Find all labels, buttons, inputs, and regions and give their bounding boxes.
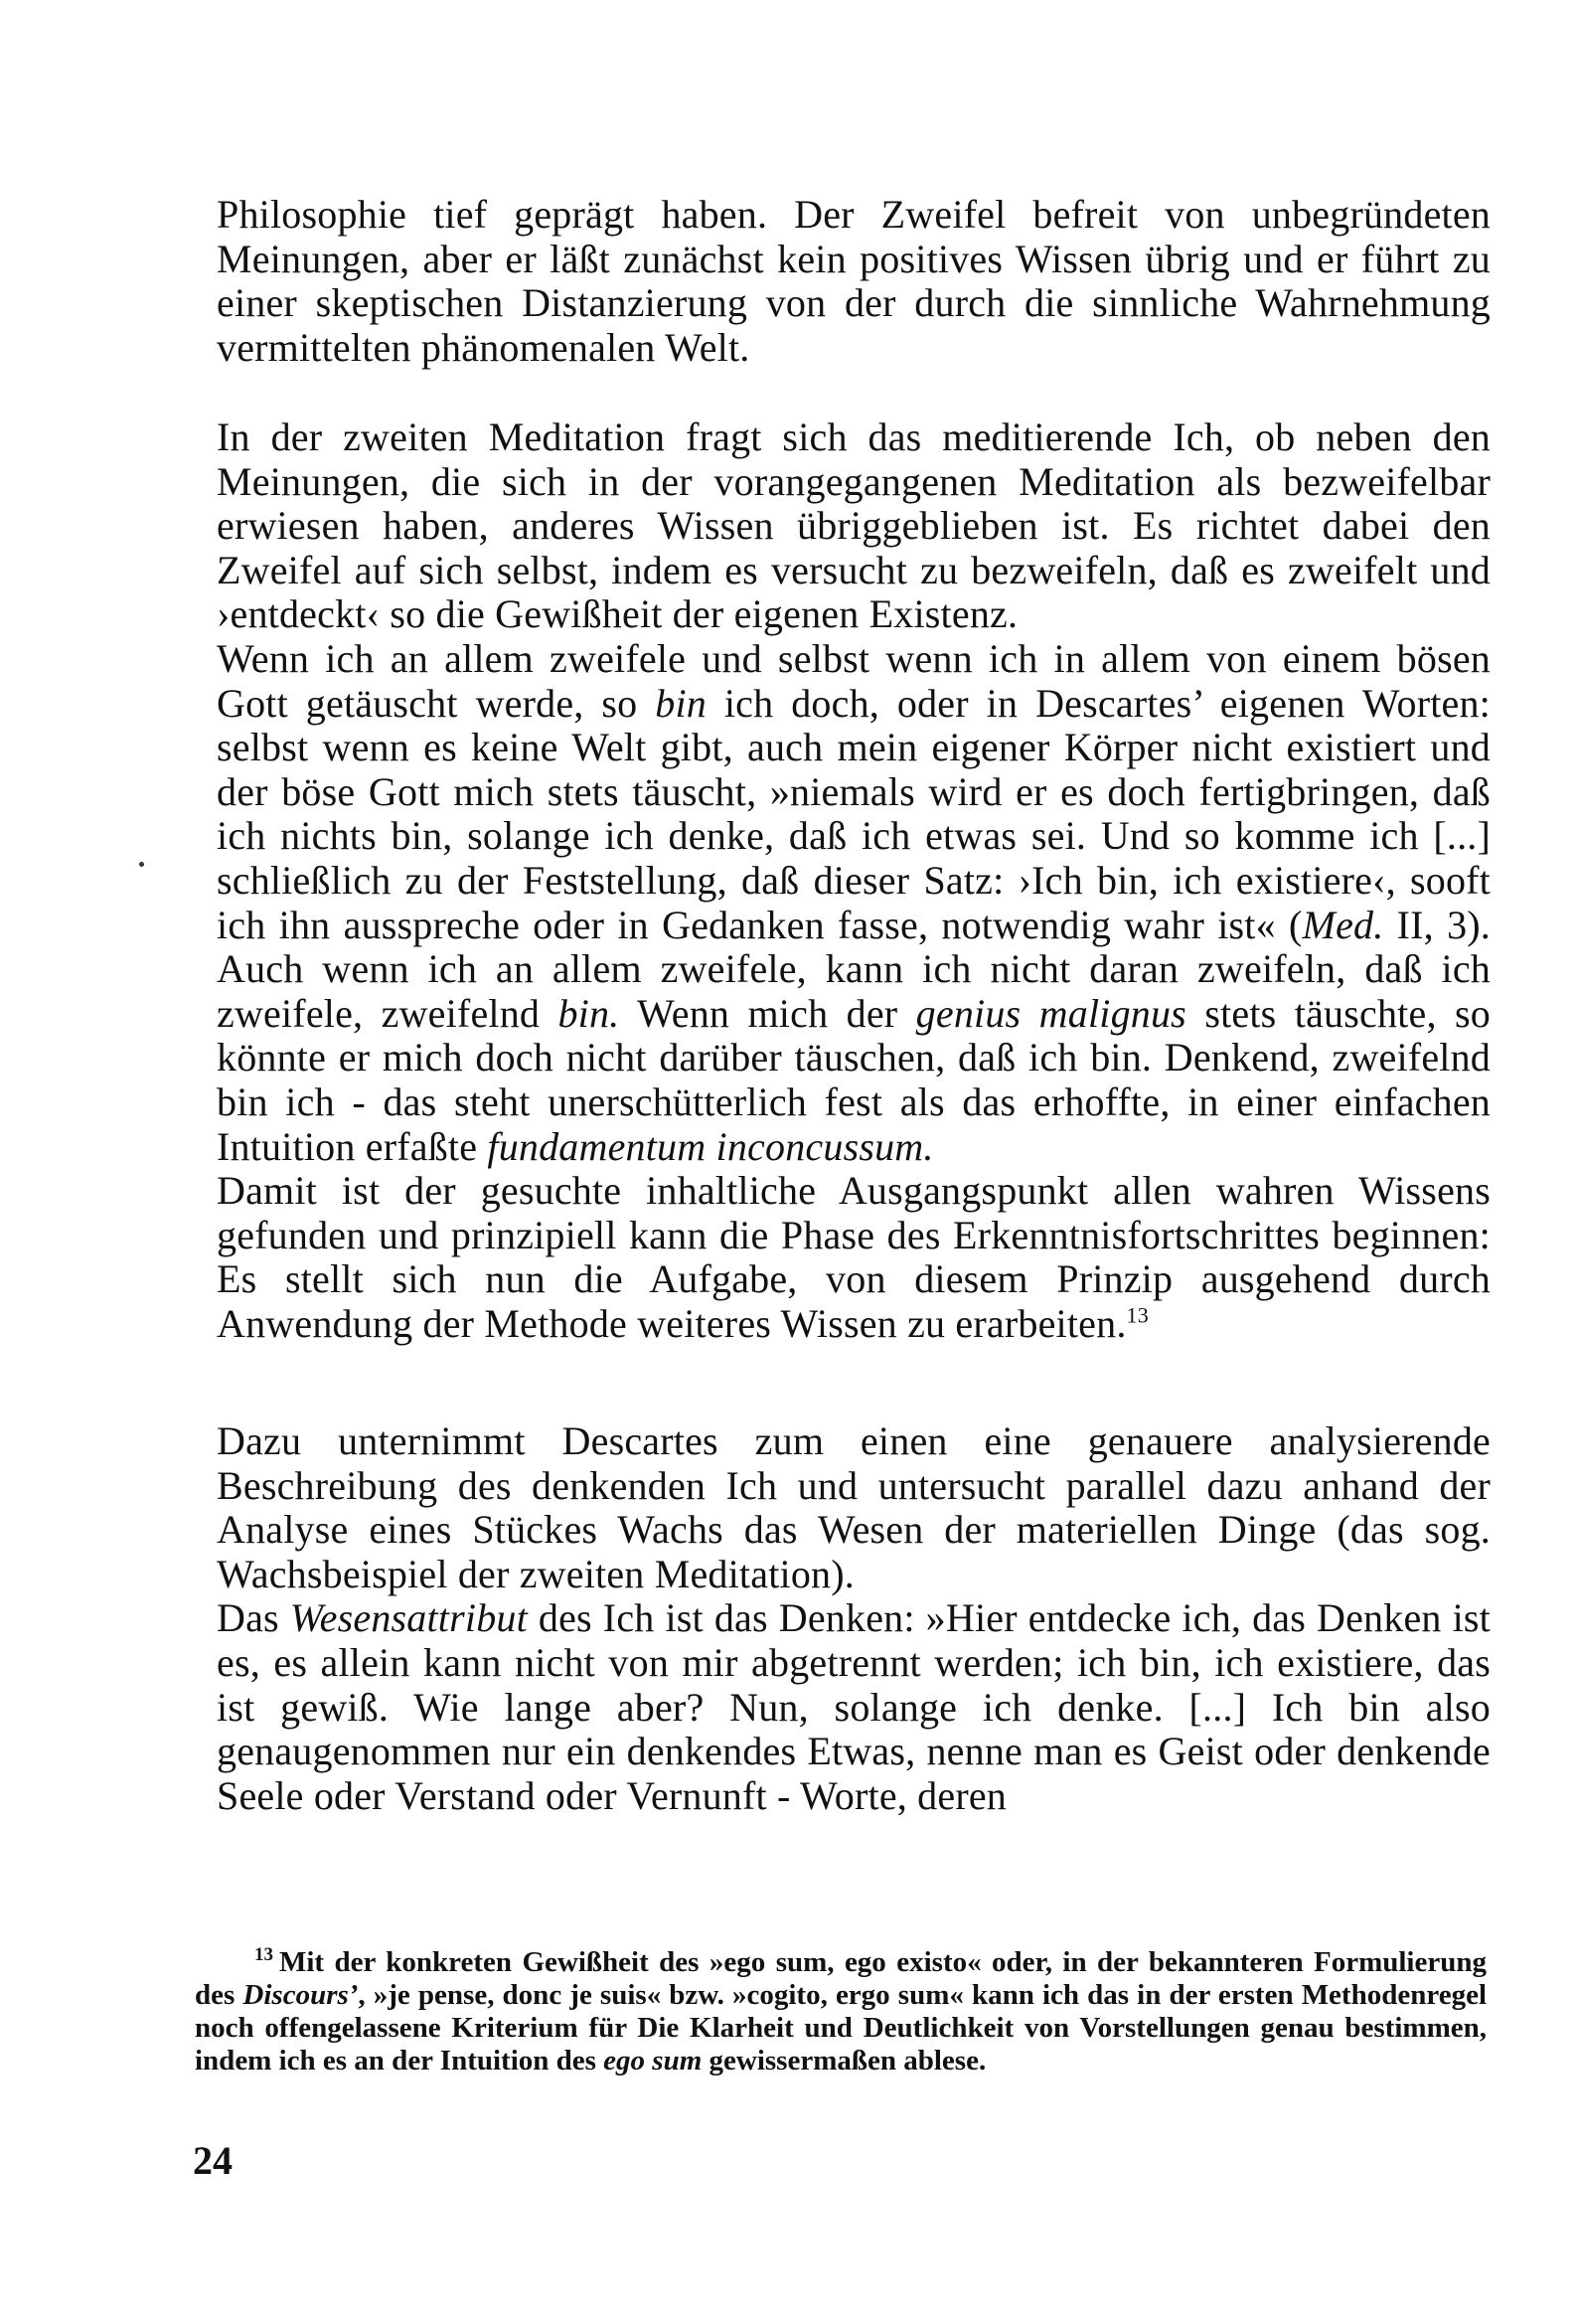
term-ego-sum: ego sum (603, 2045, 703, 2076)
term-wesensattribut: Wesensattribut (289, 1595, 528, 1641)
term-discours: Discours’ (242, 1979, 359, 2011)
footnote: $^{13}$ Mit der konkreten Gewißheit des »ego sum, ego existo« oder, in der bekannteren Formulierung des Discours’, »je pense, donc je suis« bzw. »cogito, ergo sum« kann ich das in der ersten Methodenregel noch offengelassene Kriterium für Die Klarheit und Deutlichkeit von Vorstellungen genau bestimmen, indem ich es an der Intuition des ego sum gewissermaßen ablese. (195, 1944, 1487, 2076)
paragraph-sentence-wax: Dazu unternimmt Descartes zum einen eine genauere analysierende Beschreibung des denkenden Ich und untersucht parallel dazu anhand der Analyse eines Stückes Wachs das Wesen der materiellen Dinge (das sog. Wachsbeispiel der zweiten Meditation). (217, 1418, 1491, 1596)
paragraph-sentence-thinking: Das Wesensattribut des Ich ist das Denken: »Hier entdecke ich, das Denken ist es, es allein kann nicht von mir abgetrennt werden; ich bin, ich existiere, das ist gewiß. Wie lange aber? Nun, solange ich denke. [...] Ich bin also genaugenommen nur ein denkendes Etwas, nenne man es Geist oder denkende Seele oder Verstand oder Vernunft - Worte, deren (217, 1595, 1491, 1818)
scan-artifact (139, 862, 144, 867)
paragraph-wax-example (217, 1419, 1491, 1818)
term-genius-malignus: genius malignus (915, 990, 1186, 1036)
paragraph-sentence-doubt: In der zweiten Meditation fragt sich das meditierende Ich, ob neben den Meinungen, die sich in der vorangegangenen Meditation als bezweifelbar erwiesen haben, anderes Wissen übriggeblieben ist. Es richtet dabei den Zweifel auf sich selbst, indem es versucht zu bezweifeln, daß es zweifelt und ›entdeckt‹ so die Gewißheit der eigenen Existenz. (217, 415, 1491, 637)
paragraph-second-meditation (217, 415, 1491, 1346)
footnote-marker: 13 (254, 1944, 273, 1966)
page-number: 24 (193, 2138, 233, 2183)
emphasis-bin: bin (655, 680, 707, 726)
paragraph-sentence-starting-point: Damit ist der gesuchte inhaltliche Ausgangspunkt allen wahren Wissens gefunden und prinzipiell kann die Phase des Erkenntnisfortschrittes beginnen: Es stellt sich nun die Aufgabe, von diesem Prinzip ausgehend durch Anwendung der Methode weiteres Wissen zu erarbeiten.$^{13}$ (217, 1168, 1491, 1346)
paragraph-text: Philosophie tief geprägt haben. Der Zweifel befreit von unbegründeten Meinungen, aber er läßt zunächst kein positives Wissen übrig und er führt zu einer skeptischen Distanzierung von der durch die sinnliche Wahrnehmung vermittelten phänomenalen Welt. (217, 192, 1491, 370)
emphasis-bin-2: bin. (557, 990, 620, 1036)
paragraph-sentence-cogito: Wenn ich an allem zweifele und selbst wenn ich in allem von einem bösen Gott getäuscht werde, so bin ich doch, oder in Descartes’ eigenen Worten: selbst wenn es keine Welt gibt, auch mein eigener Körper nicht existiert und der böse Gott mich stets täuscht, »niemals wird er es doch fertigbringen, daß ich nichts bin, solange ich denke, daß ich etwas sei. Und so komme ich [...] schließlich zu der Feststellung, daß dieser Satz: ›Ich bin, ich existiere‹, sooft ich ihn ausspreche oder in Gedanken fasse, notwendig wahr ist« (Med. II, 3). Auch wenn ich an allem zweifele, kann ich nicht daran zweifeln, daß ich zweifele, zweifelnd bin. Wenn mich der genius malignus stets täuschte, so könnte er mich doch nicht darüber täuschen, daß ich bin. Denkend, zweifelnd bin ich - das steht unerschütterlich fest als das erhoffte, in einer einfachen Intuition erfaßte fundamentum inconcussum. (217, 635, 1491, 1169)
paragraph-continued (217, 193, 1491, 370)
footnote-reference[interactable]: 13 (1126, 1302, 1149, 1328)
citation-med: Med. (1302, 902, 1384, 947)
term-fundamentum: fundamentum inconcussum. (487, 1123, 934, 1169)
